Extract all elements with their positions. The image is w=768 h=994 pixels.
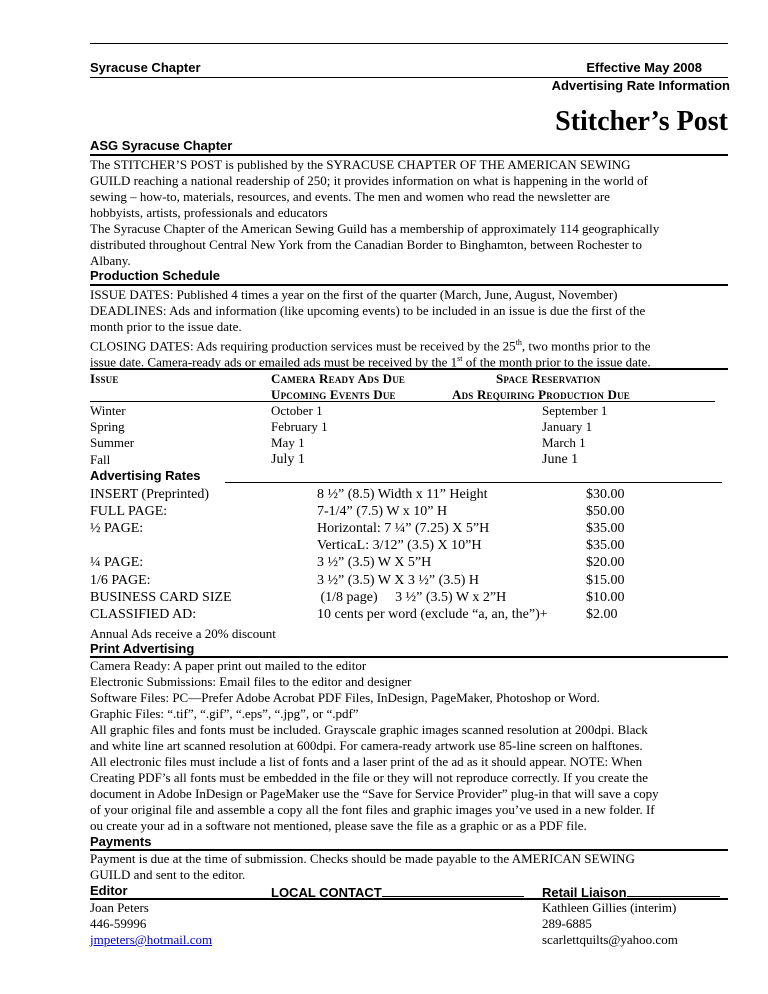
asg-line: distributed throughout Central New York from the Canadian Border to Binghamton, between Rochester to xyxy=(90,237,643,252)
schedule-space: March 1 xyxy=(542,435,586,450)
rate-label: INSERT (Preprinted) xyxy=(90,487,210,502)
rate-label: ¼ PAGE: xyxy=(90,555,144,570)
retail-phone: 289-6885 xyxy=(542,916,592,931)
payments-text: Payment is due at the time of submission. Checks should be made payable to the AMERICAN SEWING xyxy=(90,851,635,866)
closing-dates-text: issue date. Camera-ready ads or emailed ads must be received by the 1st of the month prior to the issue date. xyxy=(90,354,651,370)
rate-label: FULL PAGE: xyxy=(90,504,168,519)
rate-size: Horizontal: 7 ¼” (7.25) X 5”H xyxy=(317,521,490,536)
asg-line: sewing – how-to, materials, resources, and events. The men and women who read the newsletter are xyxy=(90,189,610,204)
print-line: document in Adobe InDesign or PageMaker use the “Save for Service Provider” plug-in that will save a copy xyxy=(90,786,659,801)
rates-heading-rule xyxy=(225,482,722,483)
rate-size: 10 cents per word (exclude “a, an, the”)+ xyxy=(317,607,548,622)
schedule-issue: Summer xyxy=(90,435,135,450)
rate-info-label: Advertising Rate Information xyxy=(551,78,730,93)
print-line: Graphic Files: “.tif”, “.gif”, “.eps”, “.jpg”, or “.pdf” xyxy=(90,706,359,721)
rate-size: (1/8 page) 3 ½” (3.5) W x 2”H xyxy=(317,590,507,605)
rate-price: $50.00 xyxy=(586,504,625,519)
rate-size: 3 ½” (3.5) W X 3 ½” (3.5) H xyxy=(317,573,480,588)
asg-rule xyxy=(90,154,728,156)
deadlines-text: month prior to the issue date. xyxy=(90,319,242,334)
rate-label: 1/6 PAGE: xyxy=(90,573,151,588)
rate-label: CLASSIFIED AD: xyxy=(90,607,197,622)
print-line: All electronic files must include a list of fonts and a laser print of the ad as it should appear. NOTE: When xyxy=(90,754,643,769)
rate-price: $10.00 xyxy=(586,590,625,605)
schedule-rule xyxy=(90,368,728,370)
col-production: Ads Requiring Production Due xyxy=(452,387,630,402)
schedule-camera: July 1 xyxy=(271,452,305,467)
print-line: and white line art scanned resolution at 600dpi. For camera-ready artwork use 85-line screen on halftones. xyxy=(90,738,643,753)
issue-dates-text: ISSUE DATES: Published 4 times a year on the first of the quarter (March, June, August, November) xyxy=(90,287,618,302)
col-issue: Issue xyxy=(90,371,119,386)
schedule-camera: February 1 xyxy=(271,419,328,434)
rates-heading: Advertising Rates xyxy=(90,468,201,483)
closing-dates-text: CLOSING DATES: Ads requiring production services must be received by the 25th, two months prior to the xyxy=(90,338,651,354)
print-heading: Print Advertising xyxy=(90,641,195,656)
print-line: Software Files: PC—Prefer Adobe Acrobat PDF Files, InDesign, PageMaker, Photoshop or Word. xyxy=(90,690,600,705)
chapter-label: Syracuse Chapter xyxy=(90,60,201,75)
editor-email-link[interactable]: jmpeters@hotmail.com xyxy=(90,932,213,947)
rate-price: $35.00 xyxy=(586,538,625,553)
production-heading: Production Schedule xyxy=(90,268,221,283)
col-upcoming-events: Upcoming Events Due xyxy=(271,387,396,402)
page-title: Stitcher’s Post xyxy=(555,106,728,137)
retail-email: scarlettquilts@yahoo.com xyxy=(542,932,678,947)
editor-name: Joan Peters xyxy=(90,900,149,915)
schedule-issue: Spring xyxy=(90,419,125,434)
schedule-issue: Fall xyxy=(90,452,111,467)
rate-label: BUSINESS CARD SIZE xyxy=(90,590,232,605)
schedule-camera: October 1 xyxy=(271,403,323,418)
asg-heading: ASG Syracuse Chapter xyxy=(90,138,233,153)
schedule-space: June 1 xyxy=(542,452,579,467)
rate-size: 3 ½” (3.5) W X 5”H xyxy=(317,555,432,570)
rate-price: $35.00 xyxy=(586,521,625,536)
schedule-camera: May 1 xyxy=(271,435,305,450)
asg-line: hobbyists, artists, professionals and educators xyxy=(90,205,328,220)
rate-price: $20.00 xyxy=(586,555,625,570)
rate-label: ½ PAGE: xyxy=(90,521,144,536)
effective-date: Effective May 2008 xyxy=(586,60,702,75)
retail-liaison-heading: Retail Liaison xyxy=(542,883,720,900)
payments-heading: Payments xyxy=(90,834,152,849)
rate-price: $30.00 xyxy=(586,487,625,502)
top-rule xyxy=(90,43,728,44)
print-line: All graphic files and fonts must be included. Grayscale graphic images scanned resolution at 200dpi. Black xyxy=(90,722,648,737)
print-line: Camera Ready: A paper print out mailed to the editor xyxy=(90,658,367,673)
rate-size: VerticaL: 3/12” (3.5) X 10”H xyxy=(317,538,482,553)
rate-size: 7-1/4” (7.5) W x 10” H xyxy=(317,504,448,519)
print-line: of your original file and assemble a copy all the font files and graphic images you’ve used in a new folder. If xyxy=(90,802,655,817)
retail-name: Kathleen Gillies (interim) xyxy=(542,900,677,915)
schedule-header-rule xyxy=(90,401,715,402)
print-line: Electronic Submissions: Email files to the editor and designer xyxy=(90,674,412,689)
print-line: ou create your ad in a software not mentioned, please save the file as a graphic or as a PDF file. xyxy=(90,818,587,833)
editor-phone: 446-59996 xyxy=(90,916,147,931)
rate-size: 8 ½” (8.5) Width x 11” Height xyxy=(317,487,488,502)
col-camera-ready: Camera Ready Ads Due xyxy=(271,371,406,386)
payments-text: GUILD and sent to the editor. xyxy=(90,867,246,882)
print-line: Creating PDF’s all fonts must be embedded in the file or they will not reproduce correctly. If you create the xyxy=(90,770,648,785)
local-contact-heading: LOCAL CONTACT xyxy=(271,883,524,900)
asg-line: The Syracuse Chapter of the American Sewing Guild has a membership of approximately 114 geographically xyxy=(90,221,660,236)
production-rule xyxy=(90,284,728,286)
col-space-reservation: Space Reservation xyxy=(496,371,601,386)
asg-line: GUILD reaching a national readership of 250; it provides information on what is happening in the world of xyxy=(90,173,648,188)
schedule-space: September 1 xyxy=(542,403,608,418)
schedule-space: January 1 xyxy=(542,419,593,434)
asg-line: Albany. xyxy=(90,253,131,268)
annual-discount: Annual Ads receive a 20% discount xyxy=(90,626,276,641)
asg-line: The STITCHER’S POST is published by the SYRACUSE CHAPTER OF THE AMERICAN SEWING xyxy=(90,157,631,172)
editor-heading: Editor xyxy=(90,883,128,898)
rate-price: $15.00 xyxy=(586,573,625,588)
rate-price: $2.00 xyxy=(586,607,618,622)
schedule-issue: Winter xyxy=(90,403,126,418)
deadlines-text: DEADLINES: Ads and information (like upcoming events) to be included in an issue is due the first of the xyxy=(90,303,646,318)
